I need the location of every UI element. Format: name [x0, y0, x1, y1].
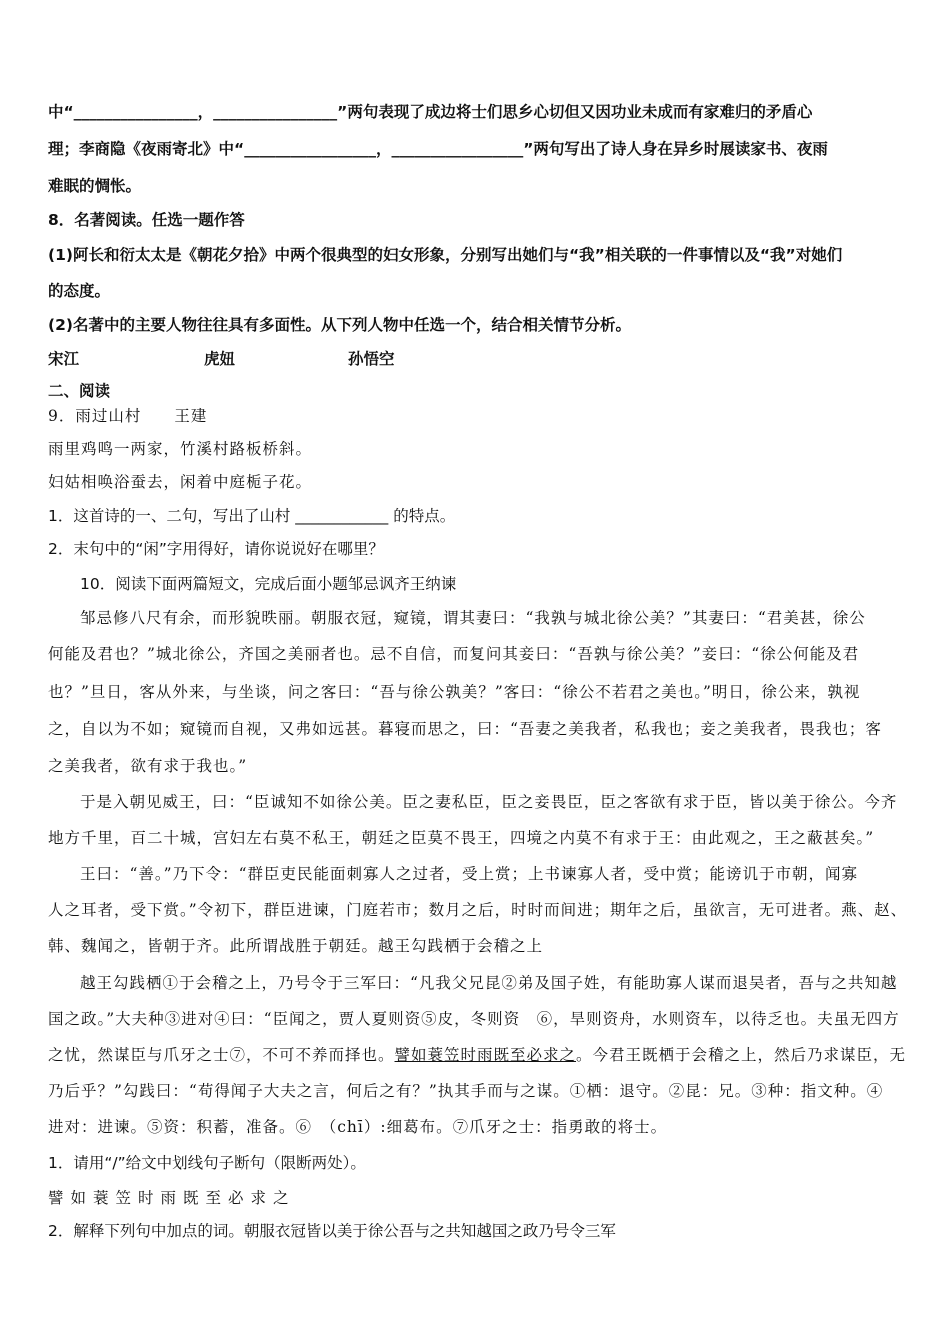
- q10-sub-1-sentence: 譬如蓑笠时雨既至必求之: [48, 1189, 296, 1207]
- q7-line-3: 难眠的惆怅。: [48, 177, 142, 195]
- q10-para2-line1: 于是入朝见威王，曰：“臣诚知不如徐公美。臣之妻私臣，臣之妾畏臣，臣之客欲有求于臣，皆以美于徐公。今齐: [80, 793, 898, 811]
- q10-para2-line2: 地方千里，百二十城，宫妇左右莫不私王，朝廷之臣莫不畏王，四境之内莫不有求于王：由此观之，王之蔽甚矣。”: [48, 829, 875, 847]
- q7-line-1: 中“________________，________________”两句表现了成边将士们思乡心切但又因功业未成而有家难归的矛盾心: [48, 103, 813, 121]
- para4-line3-part-a: 之忧，然谋臣与爪牙之士⑦，不可不养而择也。: [48, 1046, 395, 1064]
- q10-para4-line5: 进对：进谏。⑤资：积蓄，准备。⑥ （chī）:细葛布。⑦爪牙之士：指勇敢的将士。: [48, 1118, 668, 1136]
- q10-sub-1: 1．请用“/”给文中划线句子断句（限断两处）。: [48, 1154, 366, 1172]
- q10-para4-line2: 国之政。”大夫种③进对④曰：“臣闻之，贾人夏则资⑤皮，冬则资 ⑥，旱则资舟，水则资车，以待乏也。夫虽无四方: [48, 1010, 900, 1028]
- q10-para1-line1: 邹忌修八尺有余，而形貌昳丽。朝服衣冠，窥镜，谓其妻曰：“我孰与城北徐公美？”其妻曰：“君美甚，徐公: [80, 609, 866, 627]
- q9-title: 9．雨过山村 王建: [48, 407, 208, 425]
- q8-title: 8．名著阅读。任选一题作答: [48, 211, 245, 229]
- q10-para1-line2: 何能及君也？”城北徐公，齐国之美丽者也。忌不自信，而复问其妾曰：“吾孰与徐公美？”妾曰：“徐公何能及君: [48, 645, 860, 663]
- q10-title: 10．阅读下面两篇短文，完成后面小题邹忌讽齐王纳谏: [80, 575, 457, 593]
- q10-para1-line5: 之美我者，欲有求于我也。”: [48, 757, 248, 775]
- q10-sub-2: 2．解释下列句中加点的词。朝服衣冠皆以美于徐公吾与之共知越国之政乃号令三军: [48, 1222, 616, 1240]
- para4-line3-part-b: 。今君王既栖于会稽之上，然后乃求谋臣，无: [576, 1046, 907, 1064]
- q10-para3-line3: 韩、魏闻之，皆朝于齐。此所谓战胜于朝廷。越王勾践栖于会稽之上: [48, 937, 544, 955]
- q9-poem-line-2: 妇姑相唤浴蚕去，闲着中庭栀子花。: [48, 473, 313, 491]
- q8-part1-line1: (1)阿长和衍太太是《朝花夕拾》中两个很典型的妇女形象，分别写出她们与“我”相关联的一件事情以及“我”对她们: [48, 246, 843, 264]
- q7-line-2: 理；李商隐《夜雨寄北》中“_________________，_________________”两句写出了诗人身在异乡时展读家书、夜雨: [48, 140, 828, 158]
- q9-sub-2: 2．末句中的“闲”字用得好，请你说说好在哪里？: [48, 540, 384, 558]
- option-songjiang: 宋江: [48, 350, 80, 368]
- q10-para4-line4: 乃后乎？”勾践曰：“苟得闻子大夫之言，何后之有？”执其手而与之谋。①栖：退守。②昆：兄。③种：指文种。④: [48, 1082, 884, 1100]
- q10-para4-line3: [48, 1043, 908, 1067]
- option-huniu: 虎妞: [204, 350, 236, 368]
- q8-part2: (2)名著中的主要人物往往具有多面性。从下列人物中任选一个，结合相关情节分析。: [48, 316, 631, 334]
- q9-poem-line-1: 雨里鸡鸣一两家，竹溪村路板桥斜。: [48, 440, 313, 458]
- q10-para1-line3: 也？”旦日，客从外来，与坐谈，问之客曰：“吾与徐公孰美？”客曰：“徐公不若君之美也。”明日，徐公来，孰视: [48, 683, 861, 701]
- q8-part1-line2: 的态度。: [48, 282, 111, 300]
- q10-para3-line1: 王曰：“善。”乃下令：“群臣吏民能面刺寡人之过者，受上赏；上书谏寡人者，受中赏；能谤讥于市朝，闻寡: [80, 865, 859, 883]
- q10-para3-line2: 人之耳者，受下赏。”令初下，群臣进谏，门庭若市；数月之后，时时而间进；期年之后，虽欲言，无可进者。燕、赵、: [48, 901, 908, 919]
- q10-para4-line1: 越王勾践栖①于会稽之上，乃号令于三军曰：“凡我父兄昆②弟及国子姓，有能助寡人谋而退吴者，吾与之共知越: [80, 974, 898, 992]
- option-sunwukong: 孙悟空: [348, 350, 395, 368]
- section-2-title: 二、阅读: [48, 382, 111, 400]
- q10-para1-line4: 之，自以为不如；窥镜而自视，又弗如远甚。暮寝而思之，曰：“吾妻之美我者，私我也；妾之美我者，畏我也；客: [48, 720, 882, 738]
- q9-sub-1: 1．这首诗的一、二句，写出了山村 ____________ 的特点。: [48, 507, 456, 525]
- underlined-sentence: 譬如蓑笠时雨既至必求之: [394, 1046, 577, 1064]
